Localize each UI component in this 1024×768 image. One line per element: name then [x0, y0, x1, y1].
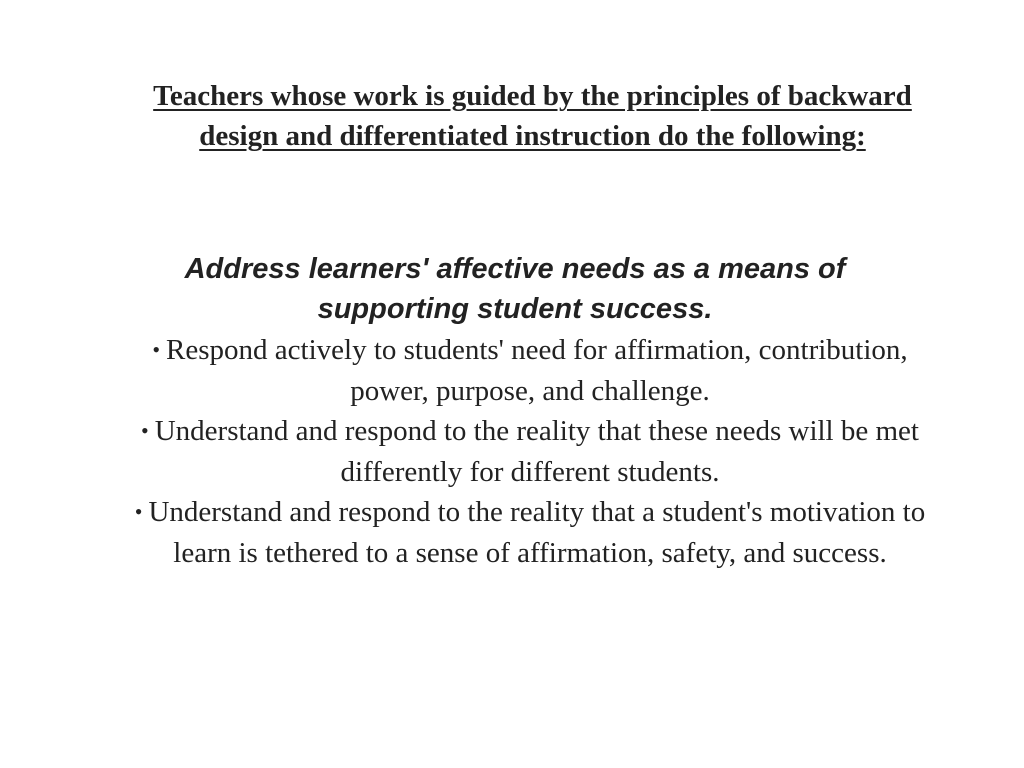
- bullet-text: Respond actively to students' need for affirmation, contribution, power, purpose, and challenge.: [166, 334, 908, 407]
- slide-subheading: Address learners' affective needs as a means of supporting student success.: [184, 253, 846, 325]
- bullet-icon: •: [134, 499, 143, 524]
- bullet-icon: •: [152, 337, 161, 362]
- slide-heading: Teachers whose work is guided by the principles of backward design and differentiated instruction do the following:: [153, 80, 912, 152]
- bullet-item: [130, 492, 930, 573]
- bullet-item: [130, 411, 930, 492]
- bullet-text: Understand and respond to the reality that these needs will be met differently for different students.: [154, 415, 919, 488]
- bullet-list: [130, 330, 930, 573]
- bullet-item: [130, 330, 930, 411]
- bullet-icon: •: [141, 418, 149, 443]
- bullet-text: Understand and respond to the reality that a student's motivation to learn is tethered to a sense of affirmation, safety, and success.: [148, 496, 926, 569]
